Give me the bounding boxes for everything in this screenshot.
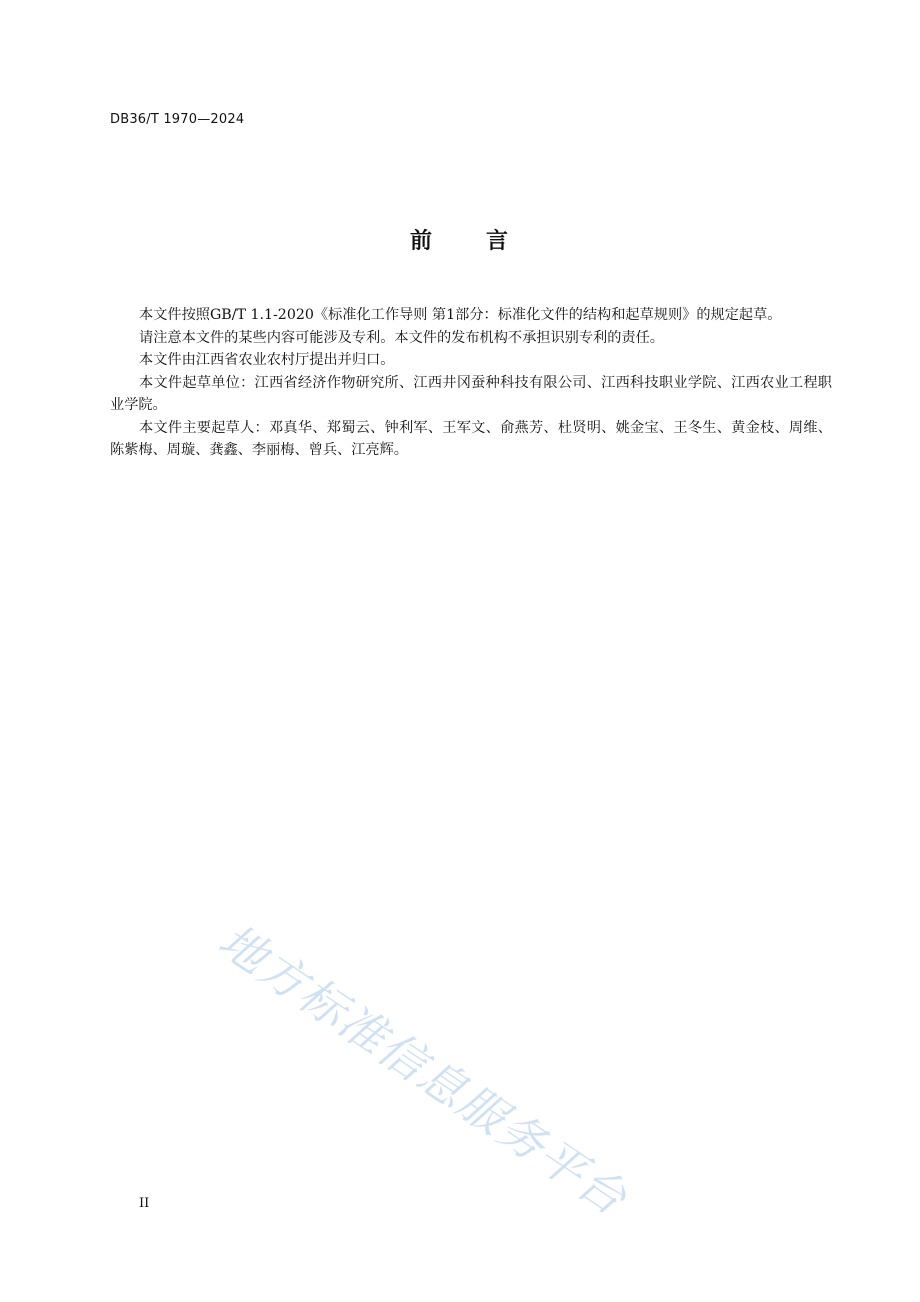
paragraph-patent-notice: 请注意本文件的某些内容可能涉及专利。本文件的发布机构不承担识别专利的责任。 <box>139 329 664 346</box>
paragraph-drafters: 本文件主要起草人：邓真华、郑蜀云、钟利军、王军文、俞燕芳、杜贤明、姚金宝、王冬生、黄金枝、周维、陈紫梅、周璇、龚鑫、李丽梅、曾兵、江亮辉。 <box>110 419 832 458</box>
document-code: DB36/T 1970—2024 <box>110 112 245 127</box>
foreword-body <box>110 304 832 462</box>
page-number: II <box>139 1196 150 1211</box>
paragraph-proposer: 本文件由江西省农业农村厅提出并归口。 <box>139 352 395 368</box>
title-char-2: 言 <box>486 229 511 254</box>
title-char-1: 前 <box>409 229 434 254</box>
page-title <box>0 224 920 255</box>
paragraph-drafting-units: 本文件起草单位：江西省经济作物研究所、江西井冈蚕种科技有限公司、江西科技职业学院、江西农业工程职业学院。 <box>110 374 832 413</box>
paragraph-drafting-rules: 本文件按照GB/T 1.1-2020《标准化工作导则 第1部分：标准化文件的结构和起草规则》的规定起草。 <box>139 307 782 323</box>
watermark: 地方标准信息服务平台 <box>209 913 638 1227</box>
